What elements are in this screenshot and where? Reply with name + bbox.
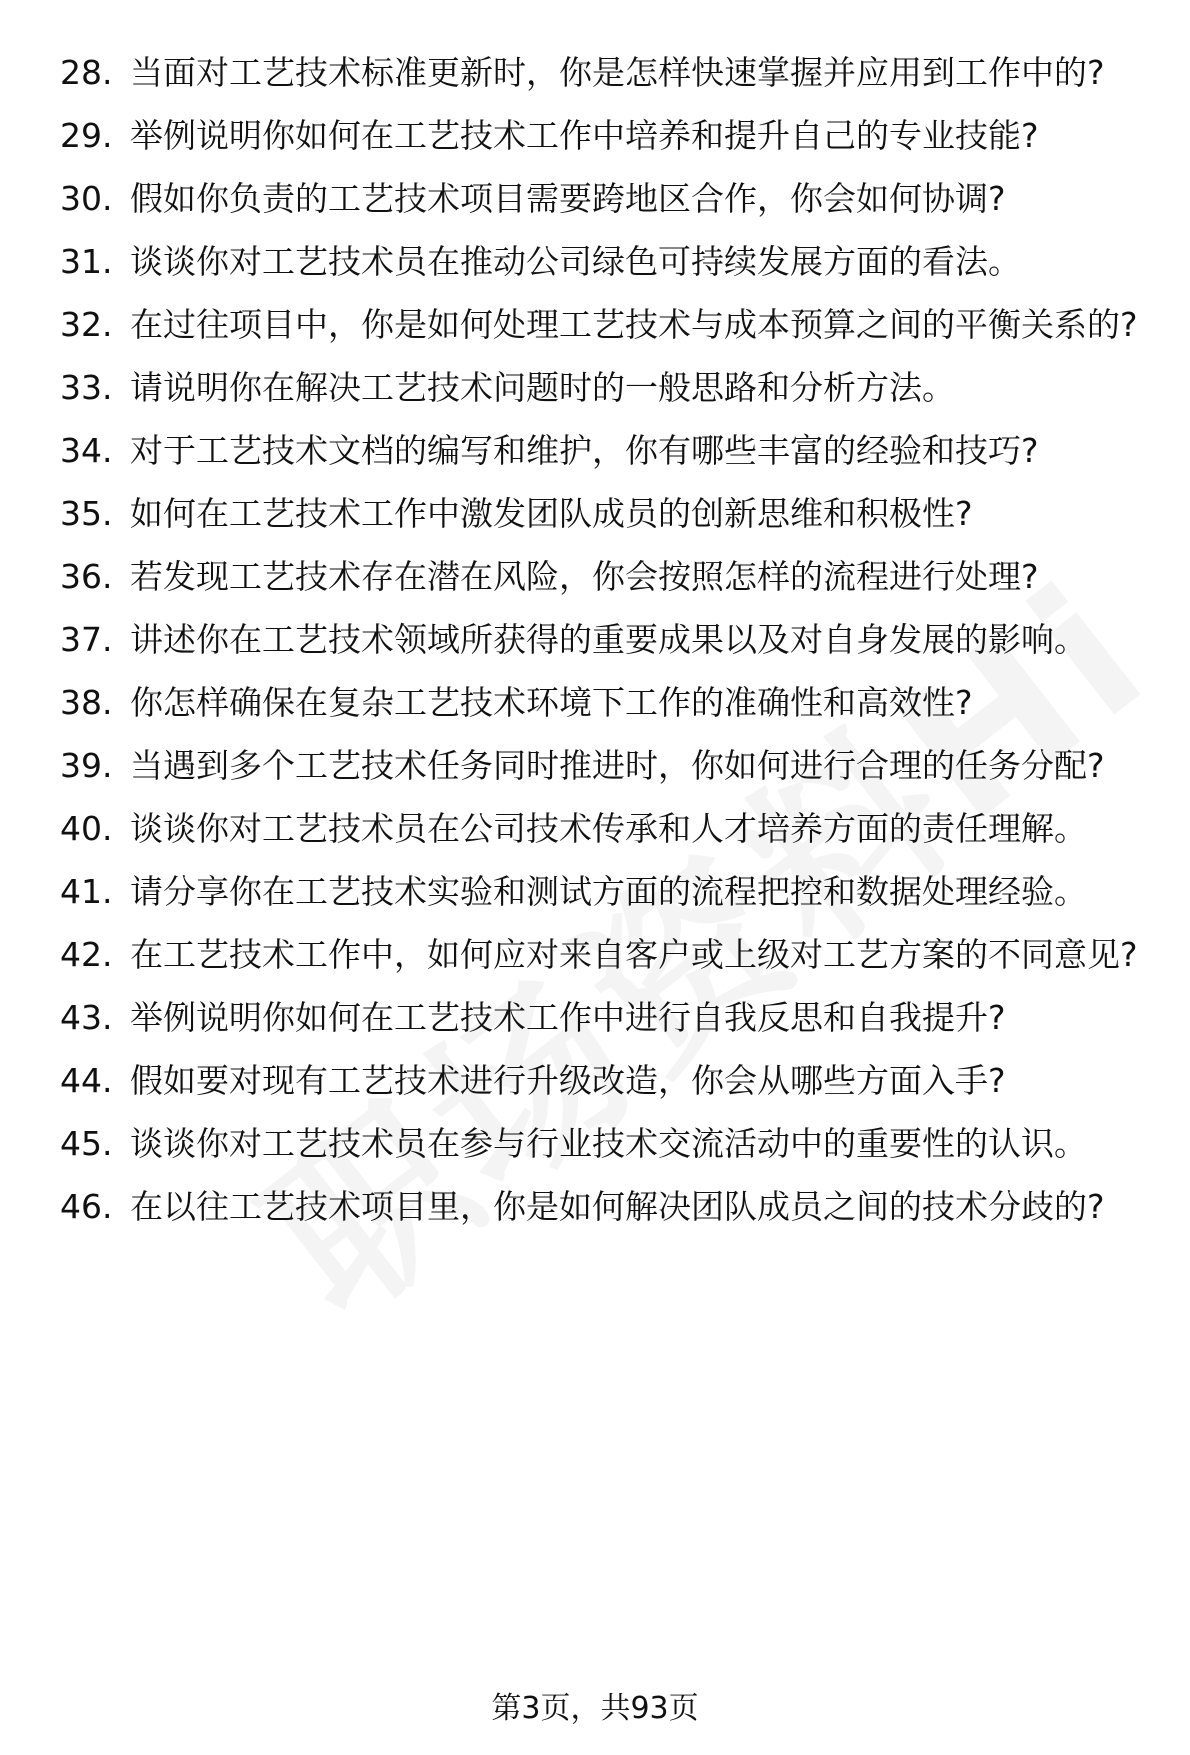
list-item <box>60 304 1160 345</box>
question-text: 假如你负责的工艺技术项目需要跨地区合作，你会如何协调? <box>130 179 1006 218</box>
question-text: 对于工艺技术文档的编写和维护，你有哪些丰富的经验和技巧? <box>130 431 1039 470</box>
question-number: 33. <box>60 368 113 407</box>
list-item <box>60 871 1160 912</box>
page-number: 第3页，共93页 <box>491 1691 699 1726</box>
question-number: 38. <box>60 683 113 722</box>
question-number: 34. <box>60 431 113 470</box>
question-text: 在工艺技术工作中，如何应对来自客户或上级对工艺方案的不同意见? <box>130 935 1138 974</box>
list-item <box>60 1123 1160 1164</box>
list-item <box>60 367 1160 408</box>
question-number: 29. <box>60 116 113 155</box>
question-number: 45. <box>60 1124 113 1163</box>
question-number: 28. <box>60 53 113 92</box>
question-number: 37. <box>60 620 113 659</box>
question-text: 讲述你在工艺技术领域所获得的重要成果以及对自身发展的影响。 <box>130 620 1087 659</box>
question-number: 32. <box>60 305 113 344</box>
list-item <box>60 808 1160 849</box>
list-item <box>60 682 1160 723</box>
question-text: 举例说明你如何在工艺技术工作中培养和提升自己的专业技能? <box>130 116 1039 155</box>
list-item <box>60 493 1160 534</box>
question-text: 如何在工艺技术工作中激发团队成员的创新思维和积极性? <box>130 494 973 533</box>
question-number: 36. <box>60 557 113 596</box>
list-item <box>60 745 1160 786</box>
question-number: 35. <box>60 494 113 533</box>
list-item <box>60 430 1160 471</box>
list-item <box>60 1186 1160 1227</box>
question-text: 举例说明你如何在工艺技术工作中进行自我反思和自我提升? <box>130 998 1006 1037</box>
question-text: 当遇到多个工艺技术任务同时推进时，你如何进行合理的任务分配? <box>130 746 1105 785</box>
question-text: 当面对工艺技术标准更新时，你是怎样快速掌握并应用到工作中的? <box>130 53 1105 92</box>
list-item <box>60 556 1160 597</box>
question-number: 31. <box>60 242 113 281</box>
question-number: 44. <box>60 1061 113 1100</box>
question-list <box>60 52 1160 1249</box>
question-number: 42. <box>60 935 113 974</box>
question-text: 假如要对现有工艺技术进行升级改造，你会从哪些方面入手? <box>130 1061 1006 1100</box>
question-number: 40. <box>60 809 113 848</box>
question-text: 在过往项目中，你是如何处理工艺技术与成本预算之间的平衡关系的? <box>130 305 1138 344</box>
list-item <box>60 52 1160 93</box>
question-text: 请分享你在工艺技术实验和测试方面的流程把控和数据处理经验。 <box>130 872 1087 911</box>
question-text: 若发现工艺技术存在潜在风险，你会按照怎样的流程进行处理? <box>130 557 1039 596</box>
list-item <box>60 178 1160 219</box>
list-item <box>60 997 1160 1038</box>
list-item <box>60 241 1160 282</box>
question-number: 43. <box>60 998 113 1037</box>
question-number: 41. <box>60 872 113 911</box>
question-number: 39. <box>60 746 113 785</box>
list-item <box>60 619 1160 660</box>
question-number: 30. <box>60 179 113 218</box>
question-text: 请说明你在解决工艺技术问题时的一般思路和分析方法。 <box>130 368 955 407</box>
question-number: 46. <box>60 1187 113 1226</box>
question-text: 你怎样确保在复杂工艺技术环境下工作的准确性和高效性? <box>130 683 973 722</box>
question-text: 谈谈你对工艺技术员在公司技术传承和人才培养方面的责任理解。 <box>130 809 1087 848</box>
question-text: 在以往工艺技术项目里，你是如何解决团队成员之间的技术分歧的? <box>130 1187 1105 1226</box>
list-item <box>60 934 1160 975</box>
list-item <box>60 115 1160 156</box>
question-text: 谈谈你对工艺技术员在参与行业技术交流活动中的重要性的认识。 <box>130 1124 1087 1163</box>
list-item <box>60 1060 1160 1101</box>
question-text: 谈谈你对工艺技术员在推动公司绿色可持续发展方面的看法。 <box>130 242 1021 281</box>
